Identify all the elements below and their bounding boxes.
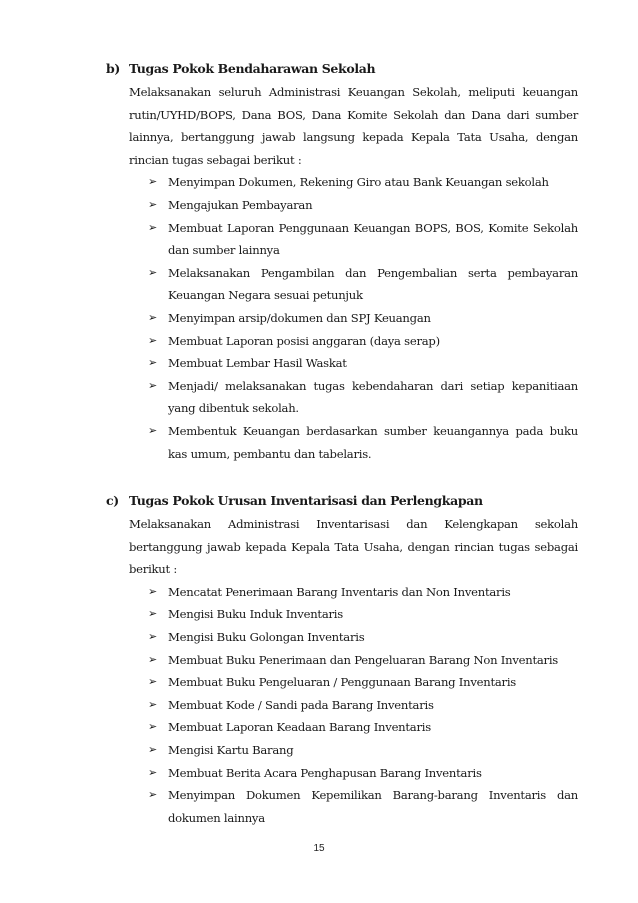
list-item-text: Mengisi Buku Induk Inventaris	[168, 607, 343, 622]
list-item	[129, 716, 578, 739]
list-item-text: Mencatat Penerimaan Barang Inventaris dan Non Inventaris	[168, 584, 511, 599]
list-item	[129, 649, 578, 672]
arrowhead-bullet-icon: ➢	[148, 356, 157, 370]
list-item-text: Membuat Buku Pengeluaran / Penggunaan Barang Inventaris	[168, 675, 516, 690]
list-item-text: Membuat Lembar Hasil Waskat	[168, 356, 347, 371]
list-item-text: Mengajukan Pembayaran	[168, 197, 313, 212]
arrowhead-bullet-icon: ➢	[148, 584, 157, 598]
arrowhead-bullet-icon: ➢	[148, 697, 157, 711]
list-item	[129, 307, 578, 330]
arrowhead-bullet-icon: ➢	[148, 378, 157, 392]
list-item	[129, 671, 578, 694]
section-c	[106, 491, 578, 829]
list-item	[129, 784, 578, 829]
arrowhead-bullet-icon: ➢	[148, 220, 157, 234]
list-item-text: Mengisi Kartu Barang	[168, 742, 294, 757]
arrowhead-bullet-icon: ➢	[148, 175, 157, 189]
list-item	[129, 694, 578, 717]
section-b-title: Tugas Pokok Bendaharawan Sekolah	[129, 61, 376, 76]
list-item	[129, 762, 578, 785]
list-item-text: Membuat Laporan Penggunaan Keuangan BOPS, BOS, Komite Sekolah dan sumber lainnya	[168, 220, 578, 258]
list-item	[129, 171, 578, 194]
arrowhead-bullet-icon: ➢	[148, 197, 157, 211]
list-item-text: Membuat Laporan Keadaan Barang Inventaris	[168, 720, 431, 735]
section-c-intro: Melaksanakan Administrasi Inventarisasi dan Kelengkapan sekolah bertanggung jawab kepada Kepala Tata Usaha, dengan rincian tugas sebagai berikut :	[129, 517, 578, 577]
list-item-text: Membuat Berita Acara Penghapusan Barang Inventaris	[168, 765, 482, 780]
list-item	[129, 262, 578, 307]
list-item	[129, 581, 578, 604]
list-item-text: Membentuk Keuangan berdasarkan sumber keuangannya pada buku kas umum, pembantu dan tabelaris.	[168, 423, 578, 461]
section-b-heading	[106, 59, 578, 79]
list-item	[129, 626, 578, 649]
list-item	[129, 194, 578, 217]
list-item	[129, 217, 578, 262]
arrowhead-bullet-icon: ➢	[148, 607, 157, 621]
list-item-text: Menyimpan Dokumen, Rekening Giro atau Bank Keuangan sekolah	[168, 175, 549, 190]
list-item-text: Mengisi Buku Golongan Inventaris	[168, 629, 365, 644]
arrowhead-bullet-icon: ➢	[148, 265, 157, 279]
list-item-text: Membuat Laporan posisi anggaran (daya serap)	[168, 333, 440, 348]
arrowhead-bullet-icon: ➢	[148, 333, 157, 347]
arrowhead-bullet-icon: ➢	[148, 720, 157, 734]
list-item	[129, 739, 578, 762]
section-b	[106, 59, 578, 465]
arrowhead-bullet-icon: ➢	[148, 423, 157, 437]
list-item-text: Menjadi/ melaksanakan tugas kebendaharan dari setiap kepanitiaan yang dibentuk sekolah.	[168, 378, 578, 416]
arrowhead-bullet-icon: ➢	[148, 765, 157, 779]
arrowhead-bullet-icon: ➢	[148, 788, 157, 802]
list-item	[129, 420, 578, 465]
list-item	[129, 603, 578, 626]
list-item-text: Membuat Buku Penerimaan dan Pengeluaran Barang Non Inventaris	[168, 652, 558, 667]
section-c-list	[129, 581, 578, 830]
arrowhead-bullet-icon: ➢	[148, 310, 157, 324]
section-b-letter: b)	[106, 61, 120, 76]
arrowhead-bullet-icon: ➢	[148, 675, 157, 689]
section-b-list	[129, 171, 578, 465]
arrowhead-bullet-icon: ➢	[148, 629, 157, 643]
section-c-letter: c)	[106, 493, 119, 508]
list-item-text: Menyimpan arsip/dokumen dan SPJ Keuangan	[168, 310, 431, 325]
list-item-text: Melaksanakan Pengambilan dan Pengembalian serta pembayaran Keuangan Negara sesuai petunjuk	[168, 265, 578, 303]
arrowhead-bullet-icon: ➢	[148, 742, 157, 756]
section-c-title: Tugas Pokok Urusan Inventarisasi dan Perlengkapan	[129, 493, 483, 508]
section-c-heading	[106, 491, 578, 511]
arrowhead-bullet-icon: ➢	[148, 652, 157, 666]
list-item	[129, 352, 578, 375]
list-item-text: Membuat Kode / Sandi pada Barang Inventaris	[168, 697, 434, 712]
list-item	[129, 375, 578, 420]
list-item-text: Menyimpan Dokumen Kepemilikan Barang-barang Inventaris dan dokumen lainnya	[168, 788, 578, 825]
page-number: 15	[313, 843, 325, 854]
section-b-intro: Melaksanakan seluruh Administrasi Keuangan Sekolah, meliputi keuangan rutin/UYHD/BOPS, Dana BOS, Dana Komite Sekolah dan Dana dari sumber lainnya, bertanggung jawab langsung kepada Kepala Tata Usaha, dengan rincian tugas sebagai berikut :	[129, 85, 578, 167]
list-item	[129, 330, 578, 353]
